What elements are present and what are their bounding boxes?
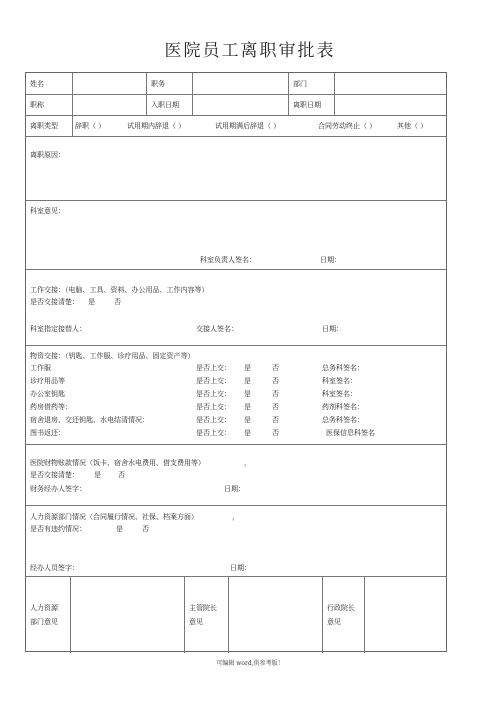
asset-item: 宿舍退房、交还钥匙、水电结清情况：	[30, 416, 149, 424]
asset-yes[interactable]: 是	[244, 364, 251, 372]
dept-opinion-section[interactable]	[26, 200, 446, 269]
asset-handover-section	[26, 345, 446, 444]
asset-submitted-label: 是否上交：	[196, 364, 231, 372]
asset-item: 办公室钥匙	[30, 390, 65, 398]
asset-submitted-label: 是否上交：	[196, 403, 231, 411]
asset-item: 诊疗用品等	[30, 377, 65, 385]
vp-opinion-line-1: 主管院长	[189, 604, 217, 612]
basic-row-2	[26, 94, 446, 115]
asset-submitted-label: 是否上交：	[196, 429, 231, 437]
position-label: 职务	[146, 73, 192, 94]
finance-section[interactable]	[26, 444, 446, 505]
asset-yes[interactable]: 是	[244, 429, 251, 437]
basic-row-1	[26, 73, 446, 94]
asset-no[interactable]: 否	[272, 377, 279, 385]
asset-yes[interactable]: 是	[244, 390, 251, 398]
dept-label: 部门	[288, 73, 334, 94]
reason-section[interactable]	[26, 136, 446, 200]
hr-title: 人力资源部门情况（合同履行情况、社保、档案方面）	[30, 513, 198, 521]
designated-receiver-label: 科室指定接替人：	[30, 325, 86, 333]
work-handover-no[interactable]: 否	[114, 298, 121, 306]
resignation-form	[25, 72, 447, 652]
hr-dept-opinion-line-1: 人力资源	[30, 604, 58, 612]
hr-date-label: 日期：	[230, 564, 251, 572]
leave-date-field[interactable]	[334, 95, 448, 115]
hr-officer-sign-label: 经办人员签字：	[30, 564, 79, 572]
finance-clear-label: 是否交接清楚：	[30, 471, 79, 479]
title-field[interactable]	[72, 95, 146, 115]
asset-item: 工作服	[30, 364, 51, 372]
asset-item: 药房借药等：	[30, 403, 72, 411]
work-handover-title: 工作交接：（电脑、工具、资料、办公用品、工作内容等）	[30, 286, 209, 294]
entry-date-label: 入职日期	[146, 95, 192, 115]
type-row	[26, 115, 446, 136]
asset-no[interactable]: 否	[272, 416, 279, 424]
approval-row	[26, 576, 446, 653]
vp-opinion-field[interactable]	[228, 577, 322, 653]
type-label: 离职类型	[30, 122, 58, 130]
type-option-resign[interactable]: 辞职（ ）	[75, 122, 106, 130]
admin-opinion-field[interactable]	[364, 577, 448, 653]
type-option-contract-end[interactable]: 合同劳动终止（ ）	[318, 122, 377, 130]
admin-opinion-line-2: 意见	[327, 618, 341, 626]
dept-field[interactable]	[334, 73, 448, 94]
vp-opinion-label	[184, 577, 228, 653]
handover-date-label: 日期：	[322, 325, 343, 333]
hr-dept-opinion-label	[26, 577, 70, 653]
hr-dept-opinion-field[interactable]	[70, 577, 184, 653]
dept-head-sign-label: 科室负责人签名：	[200, 256, 256, 264]
entry-date-field[interactable]	[192, 95, 288, 115]
dept-date-label: 日期：	[320, 256, 341, 264]
finance-officer-sign-label: 财务经办人签字：	[30, 485, 86, 493]
asset-submitted-label: 是否上交：	[196, 390, 231, 398]
finance-no[interactable]: 否	[118, 471, 125, 479]
title-label: 职称	[30, 101, 44, 109]
hr-breach-label: 是否有违约情况：	[30, 525, 86, 533]
asset-no[interactable]: 否	[272, 429, 279, 437]
asset-sign-label: 总务科签名：	[322, 364, 364, 372]
work-handover-yes[interactable]: 是	[88, 298, 95, 306]
finance-comma: ，	[244, 459, 251, 467]
hr-section[interactable]	[26, 505, 446, 576]
asset-yes[interactable]: 是	[244, 377, 251, 385]
dept-opinion-label: 科室意见：	[30, 207, 65, 215]
admin-opinion-line-1: 行政院长	[327, 604, 355, 612]
asset-yes[interactable]: 是	[244, 403, 251, 411]
asset-sign-label: 医保信息科签名	[326, 429, 375, 437]
asset-yes[interactable]: 是	[244, 416, 251, 424]
type-options	[72, 116, 448, 136]
reason-label: 离职原因：	[30, 151, 65, 159]
type-option-other[interactable]: 其他（ ）	[397, 122, 428, 130]
type-option-probation-dismiss[interactable]: 试用期内辞退（ ）	[127, 122, 186, 130]
hr-comma: ，	[232, 513, 239, 521]
asset-sign-label: 总务科签名：	[322, 416, 364, 424]
admin-opinion-label	[322, 577, 364, 653]
leave-date-label: 离职日期	[288, 95, 334, 115]
asset-no[interactable]: 否	[272, 364, 279, 372]
asset-sign-label: 科室签名：	[322, 390, 357, 398]
hr-dept-opinion-line-2: 部门意见	[30, 618, 58, 626]
name-label: 姓名	[30, 79, 44, 88]
asset-no[interactable]: 否	[272, 390, 279, 398]
work-handover-clear-label: 是否交接清楚：	[30, 298, 79, 306]
handover-sign-label: 交接人签名：	[196, 325, 238, 333]
asset-sign-label: 科室签名：	[322, 377, 357, 385]
vp-opinion-line-2: 意见	[189, 618, 203, 626]
name-field[interactable]	[72, 73, 146, 94]
asset-sign-label: 药剂科签名：	[322, 403, 364, 411]
hr-yes[interactable]: 是	[116, 525, 123, 533]
page-footer: 可编辑 word,供参考版！	[216, 660, 284, 667]
asset-item: 图书返还：	[30, 429, 65, 437]
asset-submitted-label: 是否上交：	[196, 377, 231, 385]
hr-no[interactable]: 否	[142, 525, 149, 533]
finance-yes[interactable]: 是	[94, 471, 101, 479]
work-handover-section[interactable]	[26, 269, 446, 345]
form-title: 医院员工离职审批表	[164, 41, 336, 61]
finance-title: 医院财物账款情况（饭卡、宿舍水电费用、借支费用等）	[30, 459, 205, 467]
asset-submitted-label: 是否上交：	[196, 416, 231, 424]
finance-date-label: 日期：	[224, 485, 245, 493]
asset-handover-title: 物资交接：（钥匙、工作服、诊疗用品、固定资产等）	[30, 352, 195, 360]
type-option-post-probation-dismiss[interactable]: 试用期满后辞退（ ）	[215, 122, 281, 130]
position-field[interactable]	[192, 73, 288, 94]
asset-no[interactable]: 否	[272, 403, 279, 411]
